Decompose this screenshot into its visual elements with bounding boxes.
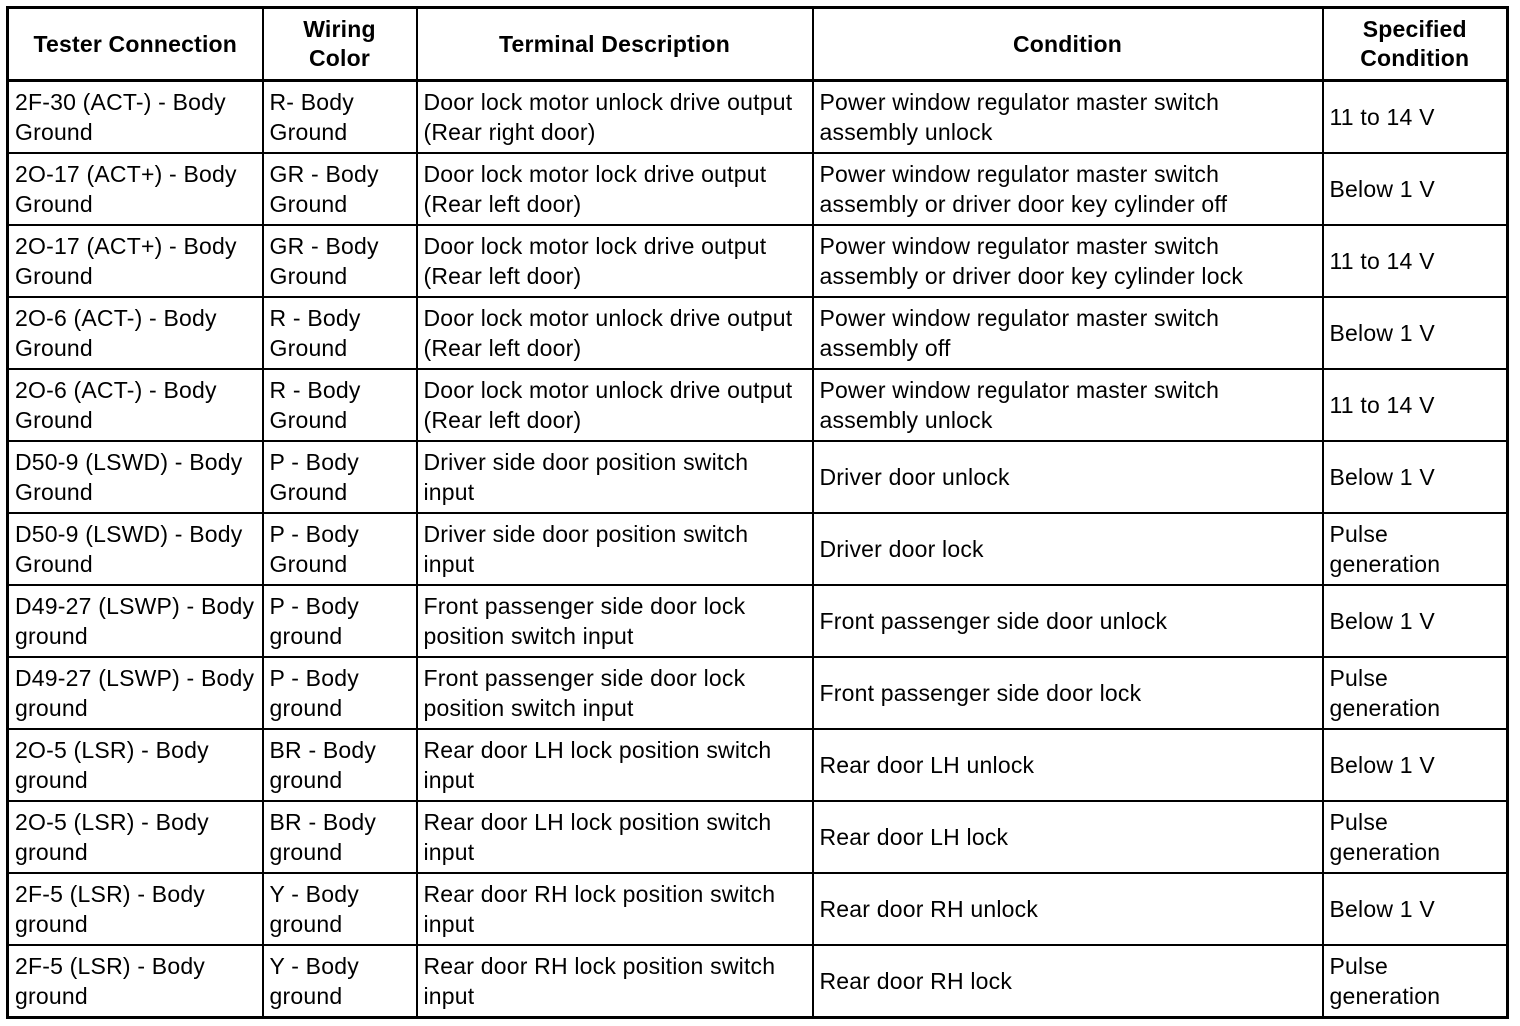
terminal-description-cell: Rear door RH lock position switch input: [417, 873, 813, 945]
terminal-description-cell: Door lock motor unlock drive output (Rear left door): [417, 369, 813, 441]
wiring-color-cell: P - Body ground: [263, 585, 417, 657]
header-condition: Condition: [813, 8, 1323, 81]
specified-condition-cell: Below 1 V: [1323, 873, 1508, 945]
condition-cell: Driver door unlock: [813, 441, 1323, 513]
specified-condition-cell: Pulse generation: [1323, 801, 1508, 873]
specified-condition-cell: Below 1 V: [1323, 153, 1508, 225]
condition-cell: Driver door lock: [813, 513, 1323, 585]
table-row: [8, 513, 1508, 585]
wiring-color-cell: R - Body Ground: [263, 297, 417, 369]
table-row: [8, 801, 1508, 873]
tester-connection-cell: 2F-5 (LSR) - Body ground: [8, 945, 263, 1018]
wiring-color-cell: GR - Body Ground: [263, 225, 417, 297]
terminal-description-cell: Rear door LH lock position switch input: [417, 729, 813, 801]
terminal-description-cell: Driver side door position switch input: [417, 441, 813, 513]
condition-cell: Power window regulator master switch assembly or driver door key cylinder off: [813, 153, 1323, 225]
table-row: [8, 81, 1508, 154]
condition-cell: Front passenger side door unlock: [813, 585, 1323, 657]
condition-cell: Power window regulator master switch assembly unlock: [813, 369, 1323, 441]
header-wiring-color: Wiring Color: [263, 8, 417, 81]
wiring-color-cell: Y - Body ground: [263, 873, 417, 945]
table-row: [8, 225, 1508, 297]
tester-connection-cell: D50-9 (LSWD) - Body Ground: [8, 441, 263, 513]
wiring-color-cell: BR - Body ground: [263, 801, 417, 873]
terminal-description-cell: Driver side door position switch input: [417, 513, 813, 585]
tester-connection-cell: 2F-30 (ACT-) - Body Ground: [8, 81, 263, 154]
tester-connection-cell: 2F-5 (LSR) - Body ground: [8, 873, 263, 945]
tester-connection-cell: D49-27 (LSWP) - Body ground: [8, 657, 263, 729]
header-tester-connection: Tester Connection: [8, 8, 263, 81]
specified-condition-cell: 11 to 14 V: [1323, 369, 1508, 441]
wiring-color-cell: R- Body Ground: [263, 81, 417, 154]
terminal-description-cell: Front passenger side door lock position switch input: [417, 585, 813, 657]
terminal-spec-table: [6, 6, 1509, 1019]
table-row: [8, 657, 1508, 729]
header-specified-condition: Specified Condition: [1323, 8, 1508, 81]
condition-cell: Power window regulator master switch assembly or driver door key cylinder lock: [813, 225, 1323, 297]
specified-condition-cell: 11 to 14 V: [1323, 225, 1508, 297]
condition-cell: Rear door RH unlock: [813, 873, 1323, 945]
tester-connection-cell: 2O-17 (ACT+) - Body Ground: [8, 153, 263, 225]
condition-cell: Rear door LH lock: [813, 801, 1323, 873]
table-body: [8, 81, 1508, 1018]
wiring-color-cell: GR - Body Ground: [263, 153, 417, 225]
specified-condition-cell: Pulse generation: [1323, 657, 1508, 729]
wiring-color-cell: Y - Body ground: [263, 945, 417, 1018]
specified-condition-cell: Pulse generation: [1323, 945, 1508, 1018]
tester-connection-cell: D49-27 (LSWP) - Body ground: [8, 585, 263, 657]
specified-condition-cell: Below 1 V: [1323, 585, 1508, 657]
tester-connection-cell: 2O-6 (ACT-) - Body Ground: [8, 297, 263, 369]
condition-cell: Rear door RH lock: [813, 945, 1323, 1018]
table-row: [8, 729, 1508, 801]
table-row: [8, 369, 1508, 441]
wiring-color-cell: P - Body Ground: [263, 441, 417, 513]
tester-connection-cell: 2O-5 (LSR) - Body ground: [8, 801, 263, 873]
tester-connection-cell: D50-9 (LSWD) - Body Ground: [8, 513, 263, 585]
condition-cell: Front passenger side door lock: [813, 657, 1323, 729]
wiring-color-cell: BR - Body ground: [263, 729, 417, 801]
specified-condition-cell: 11 to 14 V: [1323, 81, 1508, 154]
terminal-description-cell: Door lock motor lock drive output (Rear left door): [417, 225, 813, 297]
wiring-color-cell: P - Body ground: [263, 657, 417, 729]
terminal-description-cell: Front passenger side door lock position switch input: [417, 657, 813, 729]
specified-condition-cell: Pulse generation: [1323, 513, 1508, 585]
specified-condition-cell: Below 1 V: [1323, 441, 1508, 513]
table-row: [8, 441, 1508, 513]
terminal-description-cell: Rear door LH lock position switch input: [417, 801, 813, 873]
terminal-description-cell: Rear door RH lock position switch input: [417, 945, 813, 1018]
table-row: [8, 585, 1508, 657]
tester-connection-cell: 2O-5 (LSR) - Body ground: [8, 729, 263, 801]
terminal-description-cell: Door lock motor unlock drive output (Rear left door): [417, 297, 813, 369]
table-row: [8, 945, 1508, 1018]
tester-connection-cell: 2O-17 (ACT+) - Body Ground: [8, 225, 263, 297]
terminal-spec-sheet: [6, 6, 1506, 1019]
tester-connection-cell: 2O-6 (ACT-) - Body Ground: [8, 369, 263, 441]
specified-condition-cell: Below 1 V: [1323, 729, 1508, 801]
condition-cell: Rear door LH unlock: [813, 729, 1323, 801]
header-terminal-description: Terminal Description: [417, 8, 813, 81]
wiring-color-cell: R - Body Ground: [263, 369, 417, 441]
condition-cell: Power window regulator master switch assembly off: [813, 297, 1323, 369]
wiring-color-cell: P - Body Ground: [263, 513, 417, 585]
condition-cell: Power window regulator master switch assembly unlock: [813, 81, 1323, 154]
specified-condition-cell: Below 1 V: [1323, 297, 1508, 369]
table-row: [8, 873, 1508, 945]
table-row: [8, 297, 1508, 369]
terminal-description-cell: Door lock motor lock drive output (Rear left door): [417, 153, 813, 225]
header-row: [8, 8, 1508, 81]
terminal-description-cell: Door lock motor unlock drive output (Rear right door): [417, 81, 813, 154]
table-row: [8, 153, 1508, 225]
